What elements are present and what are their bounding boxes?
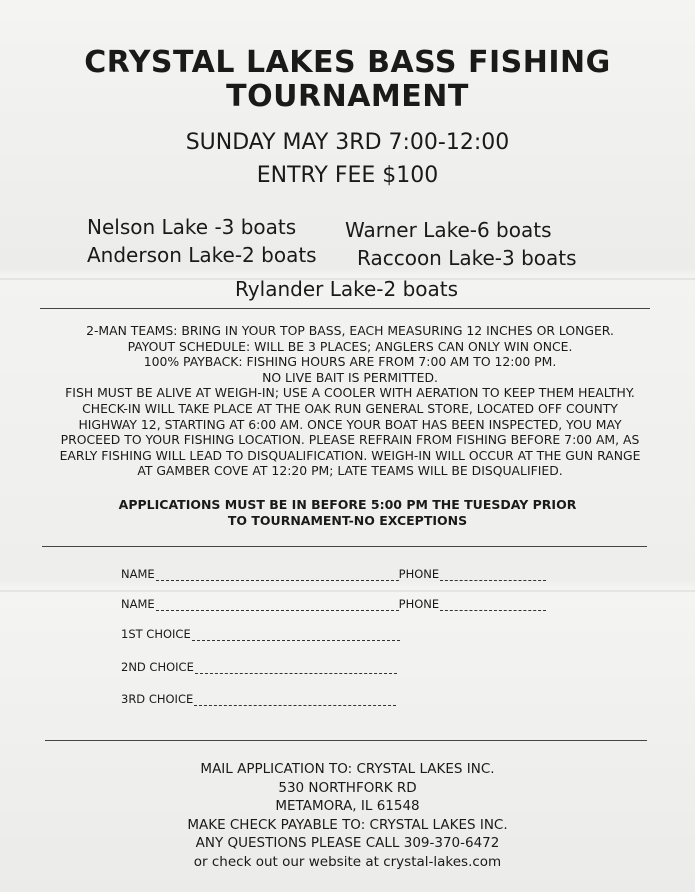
lake-nelson: Nelson Lake -3 boats xyxy=(87,215,297,239)
third-choice-line[interactable] xyxy=(194,695,396,706)
third-choice-field[interactable] xyxy=(121,692,396,706)
rule-line: NO LIVE BAIT IS PERMITTED. xyxy=(262,369,438,385)
rule-line: FISH MUST BE ALIVE AT WEIGH-IN; USE A COOLER WITH AERATION TO KEEP THEM HEALTHY. xyxy=(65,385,635,401)
second-choice-label: 2ND CHOICE xyxy=(121,660,194,674)
mail-line: MAIL APPLICATION TO: CRYSTAL LAKES INC. xyxy=(200,761,495,777)
divider xyxy=(42,546,647,547)
rule-line: PROCEED TO YOUR FISHING LOCATION. PLEASE REFRAIN FROM FISHING BEFORE 7:00 AM, AS xyxy=(60,432,640,448)
entry-fee: ENTRY FEE $100 xyxy=(256,163,439,188)
first-choice-field[interactable] xyxy=(121,627,400,641)
rule-line: EARLY FISHING WILL LEAD TO DISQUALIFICATION. WEIGH-IN WILL OCCUR AT THE GUN RANGE xyxy=(59,447,641,463)
second-choice-field[interactable] xyxy=(121,660,397,674)
mail-line: or check out our website at crystal-lakes.com xyxy=(193,853,502,870)
lake-warner: Warner Lake-6 boats xyxy=(345,218,552,242)
rule-line: 100% PAYBACK: FISHING HOURS ARE FROM 7:00 AM TO 12:00 PM. xyxy=(143,354,557,370)
first-choice-label: 1ST CHOICE xyxy=(121,627,191,641)
lake-raccoon: Raccoon Lake-3 boats xyxy=(357,246,577,270)
mail-line: MAKE CHECK PAYABLE TO: CRYSTAL LAKES INC. xyxy=(187,816,508,833)
mail-line: ANY QUESTIONS PLEASE CALL 309-370-6472 xyxy=(195,835,500,851)
divider xyxy=(45,740,647,741)
lake-anderson: Anderson Lake-2 boats xyxy=(87,243,317,267)
name-line[interactable] xyxy=(156,570,399,581)
rule-line: CHECK-IN WILL TAKE PLACE AT THE OAK RUN GENERAL STORE, LOCATED OFF COUNTY xyxy=(82,400,618,416)
mail-line: METAMORA, IL 61548 xyxy=(275,798,420,814)
rule-line: HIGHWAY 12, STARTING AT 6:00 AM. ONCE YOUR BOAT HAS BEEN INSPECTED, YOU MAY xyxy=(78,416,622,432)
name-field-1[interactable] xyxy=(121,567,546,581)
name-label: NAME xyxy=(121,597,155,611)
divider xyxy=(40,308,650,309)
mail-line: 530 NORTHFORK RD xyxy=(278,779,417,796)
phone-label: PHONE xyxy=(398,567,440,581)
deadline-line-2: TO TOURNAMENT-NO EXCEPTIONS xyxy=(227,513,468,528)
rule-line: PAYOUT SCHEDULE: WILL BE 3 PLACES; ANGLERS CAN ONLY WIN ONCE. xyxy=(127,338,573,354)
lake-rylander: Rylander Lake-2 boats xyxy=(235,277,459,301)
title-line-1: CRYSTAL LAKES BASS FISHING xyxy=(84,45,611,80)
phone-line[interactable] xyxy=(440,600,546,611)
rule-line: AT GAMBER COVE AT 12:20 PM; LATE TEAMS WILL BE DISQUALIFIED. xyxy=(137,463,563,479)
rule-line: 2-MAN TEAMS: BRING IN YOUR TOP BASS, EACH MEASURING 12 INCHES OR LONGER. xyxy=(86,323,614,338)
phone-label: PHONE xyxy=(398,597,440,611)
rules-block xyxy=(30,323,670,479)
title-line-2: TOURNAMENT xyxy=(226,79,469,114)
third-choice-label: 3RD CHOICE xyxy=(121,692,194,706)
mail-block xyxy=(0,760,695,871)
paper-fold xyxy=(0,590,695,592)
second-choice-line[interactable] xyxy=(195,663,397,674)
date-time: SUNDAY MAY 3RD 7:00-12:00 xyxy=(185,130,510,155)
deadline-line-1: APPLICATIONS MUST BE IN BEFORE 5:00 PM THE TUESDAY PRIOR xyxy=(118,497,577,512)
name-field-2[interactable] xyxy=(121,597,546,611)
first-choice-line[interactable] xyxy=(192,630,400,641)
name-label: NAME xyxy=(121,567,155,581)
phone-line[interactable] xyxy=(440,570,546,581)
name-line[interactable] xyxy=(156,600,399,611)
